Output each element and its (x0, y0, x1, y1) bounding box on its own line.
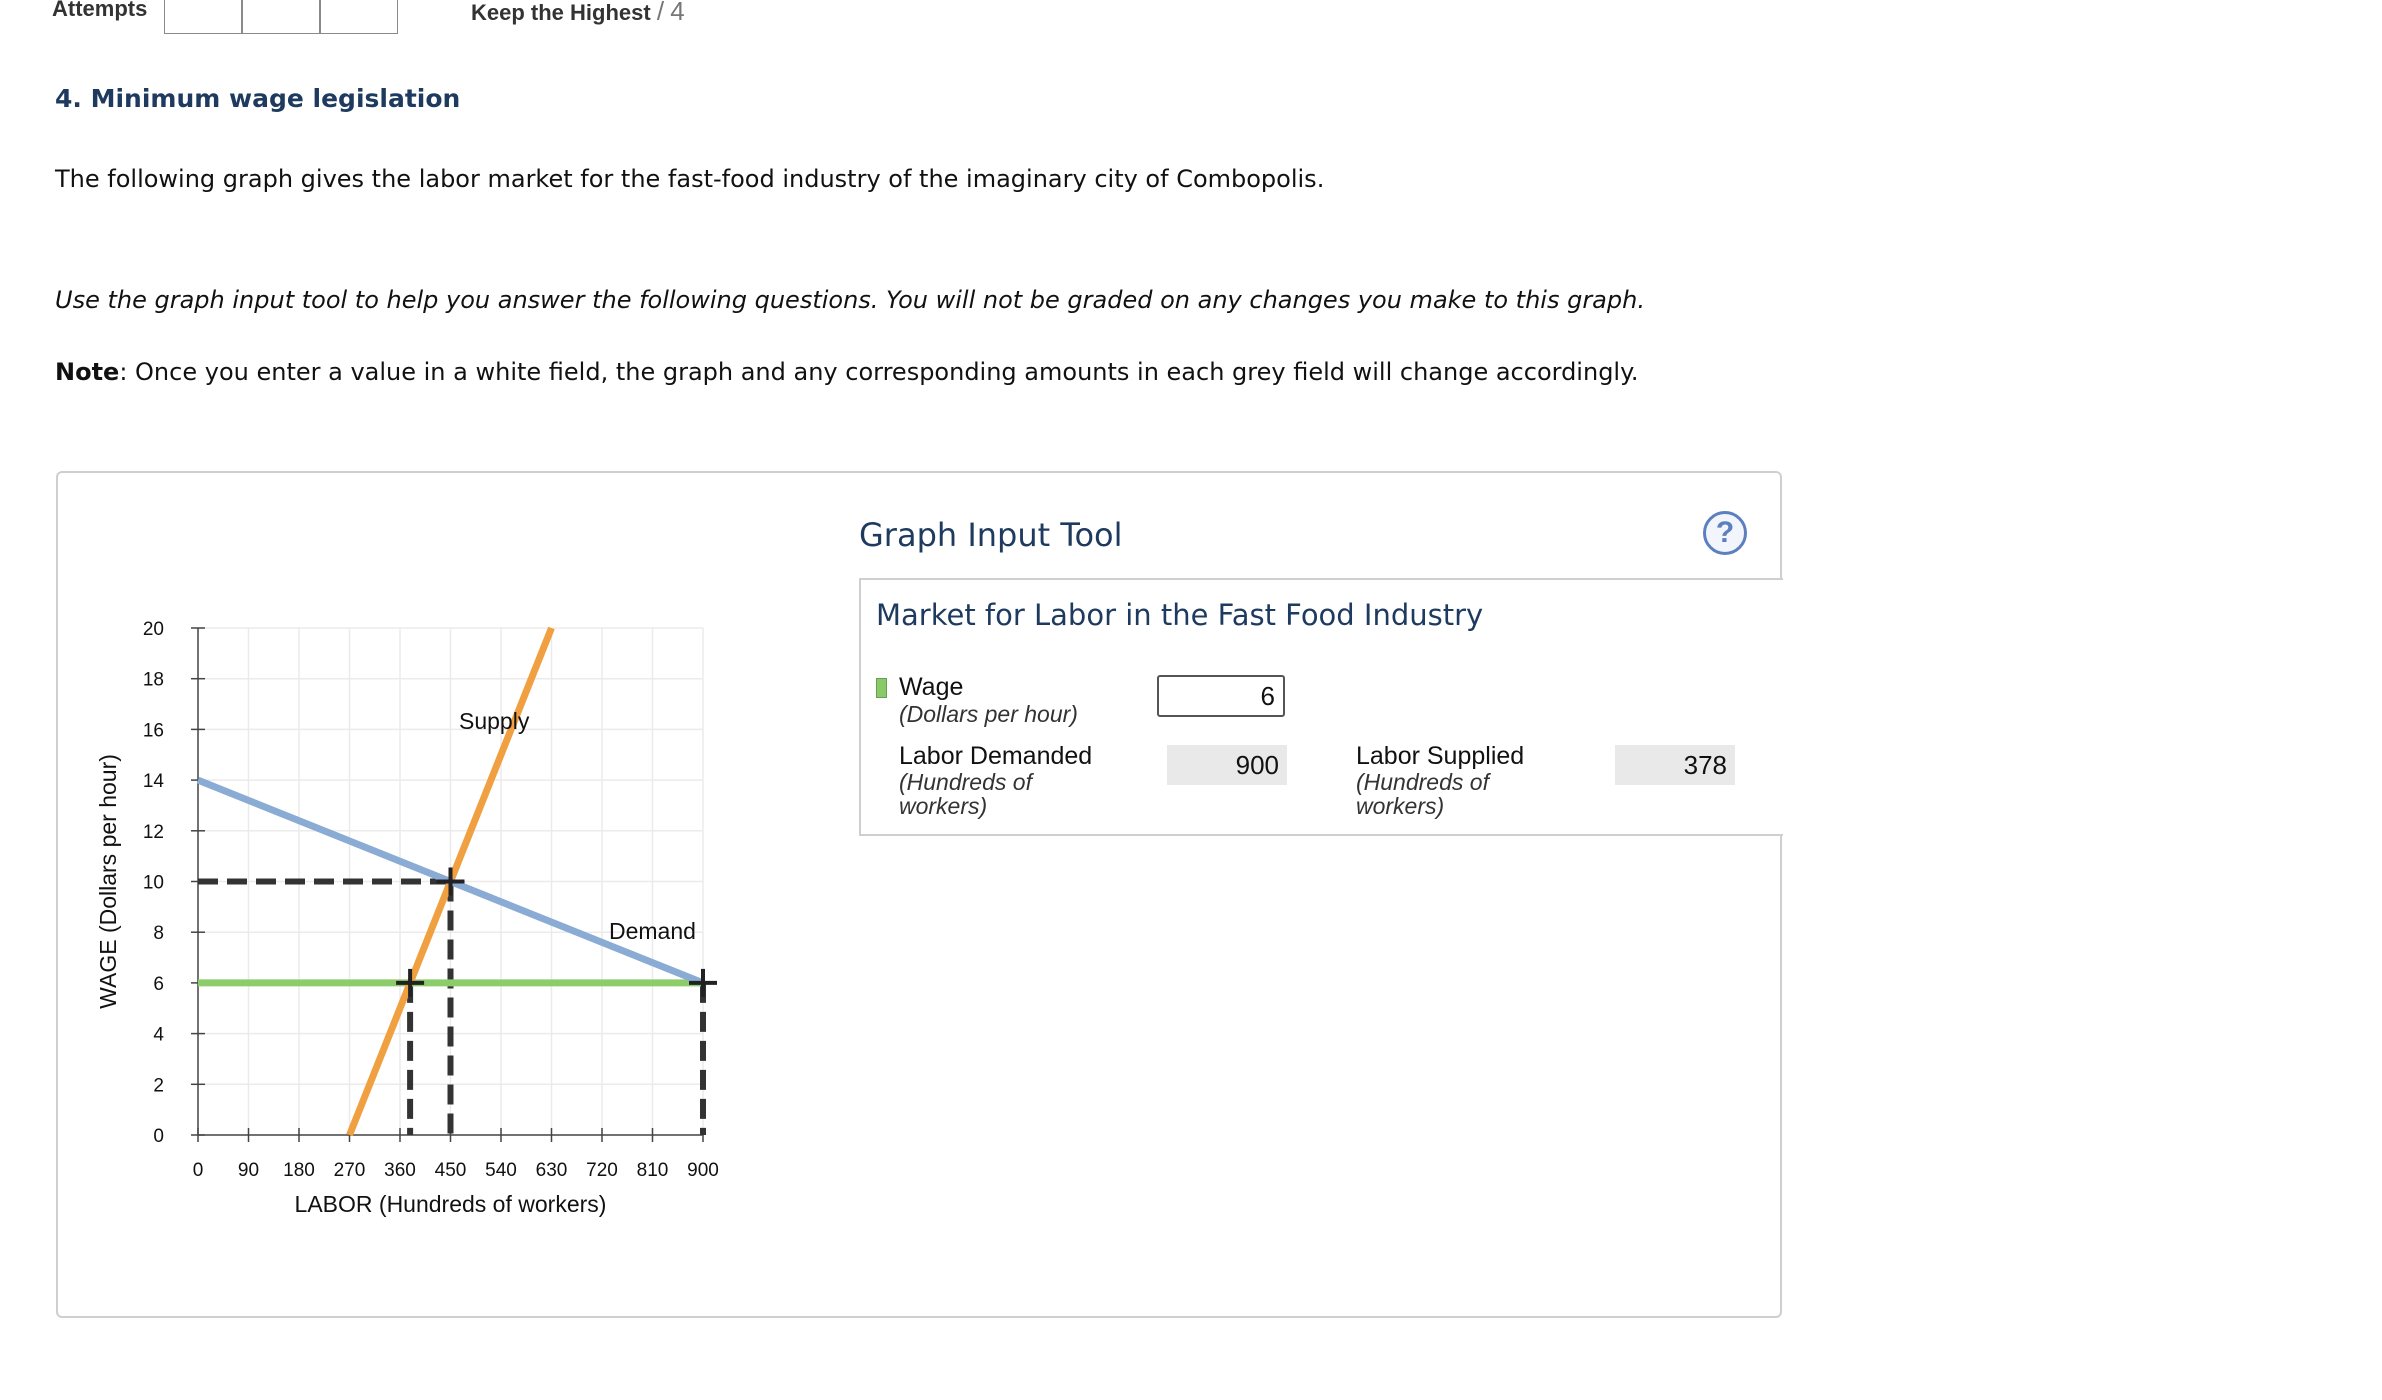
labor-demanded-value: 900 (1167, 745, 1287, 785)
y-tick-label: 18 (142, 669, 164, 691)
y-tick-label: 20 (142, 619, 164, 640)
labor-demanded-label: Labor Demanded (899, 742, 1093, 770)
wage-color-swatch (876, 678, 887, 698)
y-tick-label: 0 (153, 1126, 164, 1147)
labor-demanded-unit-1: (Hundreds of (899, 769, 1032, 795)
question-intro: The following graph gives the labor market for the fast-food industry of the imaginary city of Combopolis. (55, 165, 1325, 193)
market-title: Market for Labor in the Fast Food Industry (876, 598, 1484, 632)
keep-highest-text: Keep the Highest (471, 0, 651, 25)
x-tick-label: 360 (384, 1160, 416, 1181)
y-tick-label: 6 (153, 973, 164, 995)
x-tick-label: 450 (434, 1160, 467, 1181)
note-body: : Once you enter a value in a white field, the graph and any corresponding amounts in each grey field will change accordingly. (119, 358, 1639, 386)
x-tick-label: 810 (636, 1160, 669, 1181)
x-tick-label: 180 (283, 1160, 315, 1181)
x-tick-label: 270 (333, 1160, 366, 1181)
question-title: 4. Minimum wage legislation (55, 84, 461, 113)
wage-label: Wage (899, 673, 964, 701)
labor-supplied-label: Labor Supplied (1356, 742, 1525, 770)
cross-marker[interactable] (437, 868, 465, 896)
x-tick-label: 90 (237, 1160, 260, 1181)
wage-input[interactable]: 6 (1157, 675, 1285, 717)
chart-labels (459, 708, 696, 944)
keep-max: 4 (670, 0, 685, 26)
x-axis-title: LABOR (Hundreds of workers) (294, 1191, 607, 1217)
supply-label: Supply (459, 708, 530, 734)
y-tick-label: 4 (153, 1024, 164, 1046)
y-tick-label: 2 (153, 1075, 164, 1097)
y-tick-label: 14 (142, 771, 164, 793)
y-tick-label: 16 (142, 720, 164, 742)
y-axis-title: WAGE (Dollars per hour) (95, 754, 121, 1009)
attempts-label: Attempts (52, 0, 148, 21)
help-icon[interactable]: ? (1703, 511, 1747, 555)
keep-separator: / (656, 0, 665, 26)
x-tick-label: 630 (535, 1160, 568, 1181)
cross-marker[interactable] (689, 969, 717, 997)
labor-supplied-unit-2: workers) (1356, 793, 1445, 819)
y-tick-label: 12 (142, 821, 164, 843)
x-tick-label: 900 (687, 1160, 719, 1181)
labor-demanded-unit-2: workers) (899, 793, 988, 819)
x-tick-label: 0 (192, 1160, 204, 1181)
y-tick-label: 10 (142, 872, 164, 894)
graph-input-tool-title: Graph Input Tool (859, 516, 1123, 554)
labor-supplied-unit-1: (Hundreds of (1356, 769, 1489, 795)
x-tick-label: 540 (485, 1160, 517, 1181)
labor-supplied-value: 378 (1615, 745, 1735, 785)
note-label: Note (55, 358, 120, 386)
x-tick-label: 720 (586, 1160, 618, 1181)
graph-instruction: Use the graph input tool to help you answer the following questions. You will not be graded on any changes you make to this graph. (55, 286, 1645, 314)
demand-label: Demand (609, 918, 696, 944)
y-tick-label: 8 (153, 923, 164, 945)
wage-unit: (Dollars per hour) (899, 701, 1078, 727)
